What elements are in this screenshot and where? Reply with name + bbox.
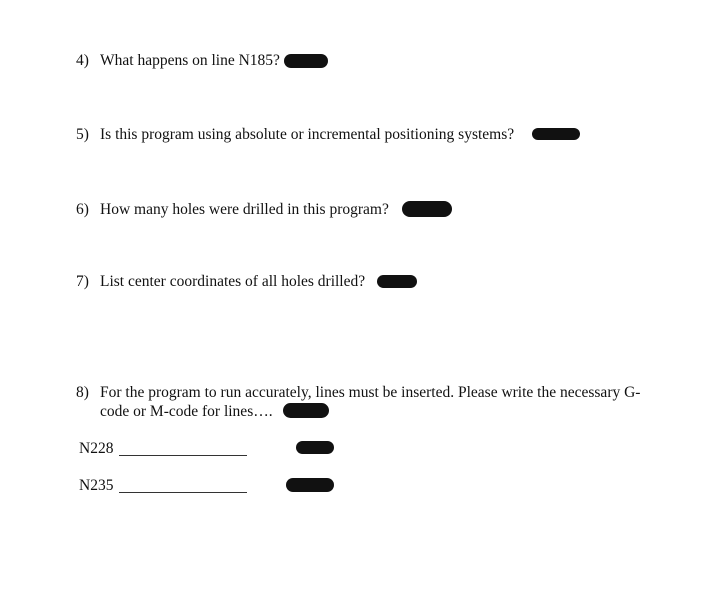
question-text-line2: code or M-code for lines….: [100, 403, 273, 420]
redaction-mark: [284, 54, 328, 68]
question-number: 8): [76, 384, 89, 401]
redaction-mark: [283, 403, 329, 418]
question-number: 5): [76, 126, 89, 143]
question-text: List center coordinates of all holes drilled?: [100, 273, 366, 290]
redaction-mark: [402, 201, 452, 217]
question-text-line1: For the program to run accurately, lines must be inserted. Please write the necessary G-: [100, 384, 641, 401]
fill-line-label: N235: [79, 477, 114, 494]
question-number: 7): [76, 273, 89, 290]
redaction-mark: [532, 128, 580, 140]
redaction-mark: [377, 275, 417, 288]
fill-line-label: N228: [79, 440, 114, 457]
question-number: 6): [76, 201, 89, 218]
question-text: How many holes were drilled in this program?: [100, 201, 389, 218]
redaction-mark: [286, 478, 334, 492]
question-text: Is this program using absolute or incremental positioning systems?: [100, 126, 515, 143]
answer-blank[interactable]: [119, 455, 247, 456]
answer-blank[interactable]: [119, 492, 247, 493]
question-text: What happens on line N185?: [100, 52, 280, 69]
redaction-mark: [296, 441, 334, 454]
question-number: 4): [76, 52, 89, 69]
fill-line-n235: [79, 476, 113, 495]
fill-line-n228: [79, 439, 113, 458]
